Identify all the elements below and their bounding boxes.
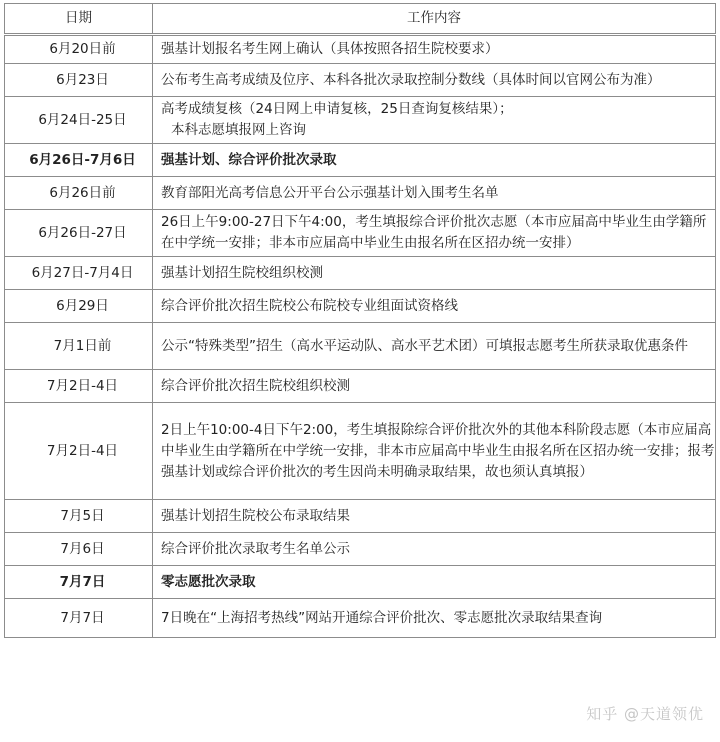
row-content: 公布考生高考成绩及位序、本科各批次录取控制分数线（具体时间以官网公布为准） [153, 64, 716, 97]
row-content: 教育部阳光高考信息公开平台公示强基计划入围考生名单 [153, 177, 716, 210]
row-date: 7月6日 [5, 533, 153, 566]
header-content: 工作内容 [153, 4, 716, 35]
row-content-line: 高考成绩复核（24日网上申请复核，25日查询复核结果）； [161, 101, 513, 117]
table-header-row [5, 4, 716, 35]
table-row [5, 370, 716, 403]
table-row [5, 290, 716, 323]
table-body [5, 35, 716, 638]
row-content: 强基计划招生院校组织校测 [153, 257, 716, 290]
row-content [153, 97, 716, 144]
row-content: 公示“特殊类型”招生（高水平运动队、高水平艺术团）可填报志愿考生所获录取优惠条件 [153, 323, 716, 370]
row-date: 6月26日前 [5, 177, 153, 210]
row-date: 6月26日-7月6日 [5, 144, 153, 177]
header-date: 日期 [5, 4, 153, 35]
row-content: 零志愿批次录取 [153, 566, 716, 599]
schedule-table [4, 3, 716, 638]
row-date: 6月23日 [5, 64, 153, 97]
table-row [5, 35, 716, 64]
table-row [5, 403, 716, 500]
row-date: 7月5日 [5, 500, 153, 533]
table-row [5, 177, 716, 210]
table-row [5, 97, 716, 144]
row-date: 6月27日-7月4日 [5, 257, 153, 290]
row-date: 7月7日 [5, 566, 153, 599]
row-date: 6月24日-25日 [5, 97, 153, 144]
row-content: 2日上午10:00-4日下午2:00，考生填报除综合评价批次外的其他本科阶段志愿（本市应届高中毕业生由学籍所在中学统一安排，非本市应届高中毕业生由报名所在区招办统一安排；报考强基计划或综合评价批次的考生因尚未明确录取结果，故也须认真填报） [153, 403, 716, 500]
row-date: 7月1日前 [5, 323, 153, 370]
row-content: 综合评价批次招生院校公布院校专业组面试资格线 [153, 290, 716, 323]
row-date: 6月20日前 [5, 35, 153, 64]
table-row [5, 210, 716, 257]
row-content: 综合评价批次招生院校组织校测 [153, 370, 716, 403]
row-content: 综合评价批次录取考生名单公示 [153, 533, 716, 566]
table-row [5, 257, 716, 290]
row-date: 7月7日 [5, 599, 153, 638]
row-content: 强基计划报名考生网上确认（具体按照各招生院校要求） [153, 35, 716, 64]
row-content: 强基计划、综合评价批次录取 [153, 144, 716, 177]
table-row [5, 533, 716, 566]
stage-row [5, 144, 716, 177]
row-date: 6月26日-27日 [5, 210, 153, 257]
stage-row [5, 566, 716, 599]
row-content: 26日上午9:00-27日下午4:00，考生填报综合评价批次志愿（本市应届高中毕业生由学籍所在中学统一安排；非本市应届高中毕业生由报名所在区招办统一安排） [153, 210, 716, 257]
table-row [5, 500, 716, 533]
row-date: 7月2日-4日 [5, 403, 153, 500]
table-row [5, 599, 716, 638]
watermark-text: 知乎 @天道领优 [586, 705, 704, 723]
row-date: 7月2日-4日 [5, 370, 153, 403]
table-row [5, 323, 716, 370]
row-date: 6月29日 [5, 290, 153, 323]
row-content-line: 本科志愿填报网上咨询 [171, 122, 306, 138]
table-row [5, 64, 716, 97]
row-content: 7日晚在“上海招考热线”网站开通综合评价批次、零志愿批次录取结果查询 [153, 599, 716, 638]
row-content: 强基计划招生院校公布录取结果 [153, 500, 716, 533]
